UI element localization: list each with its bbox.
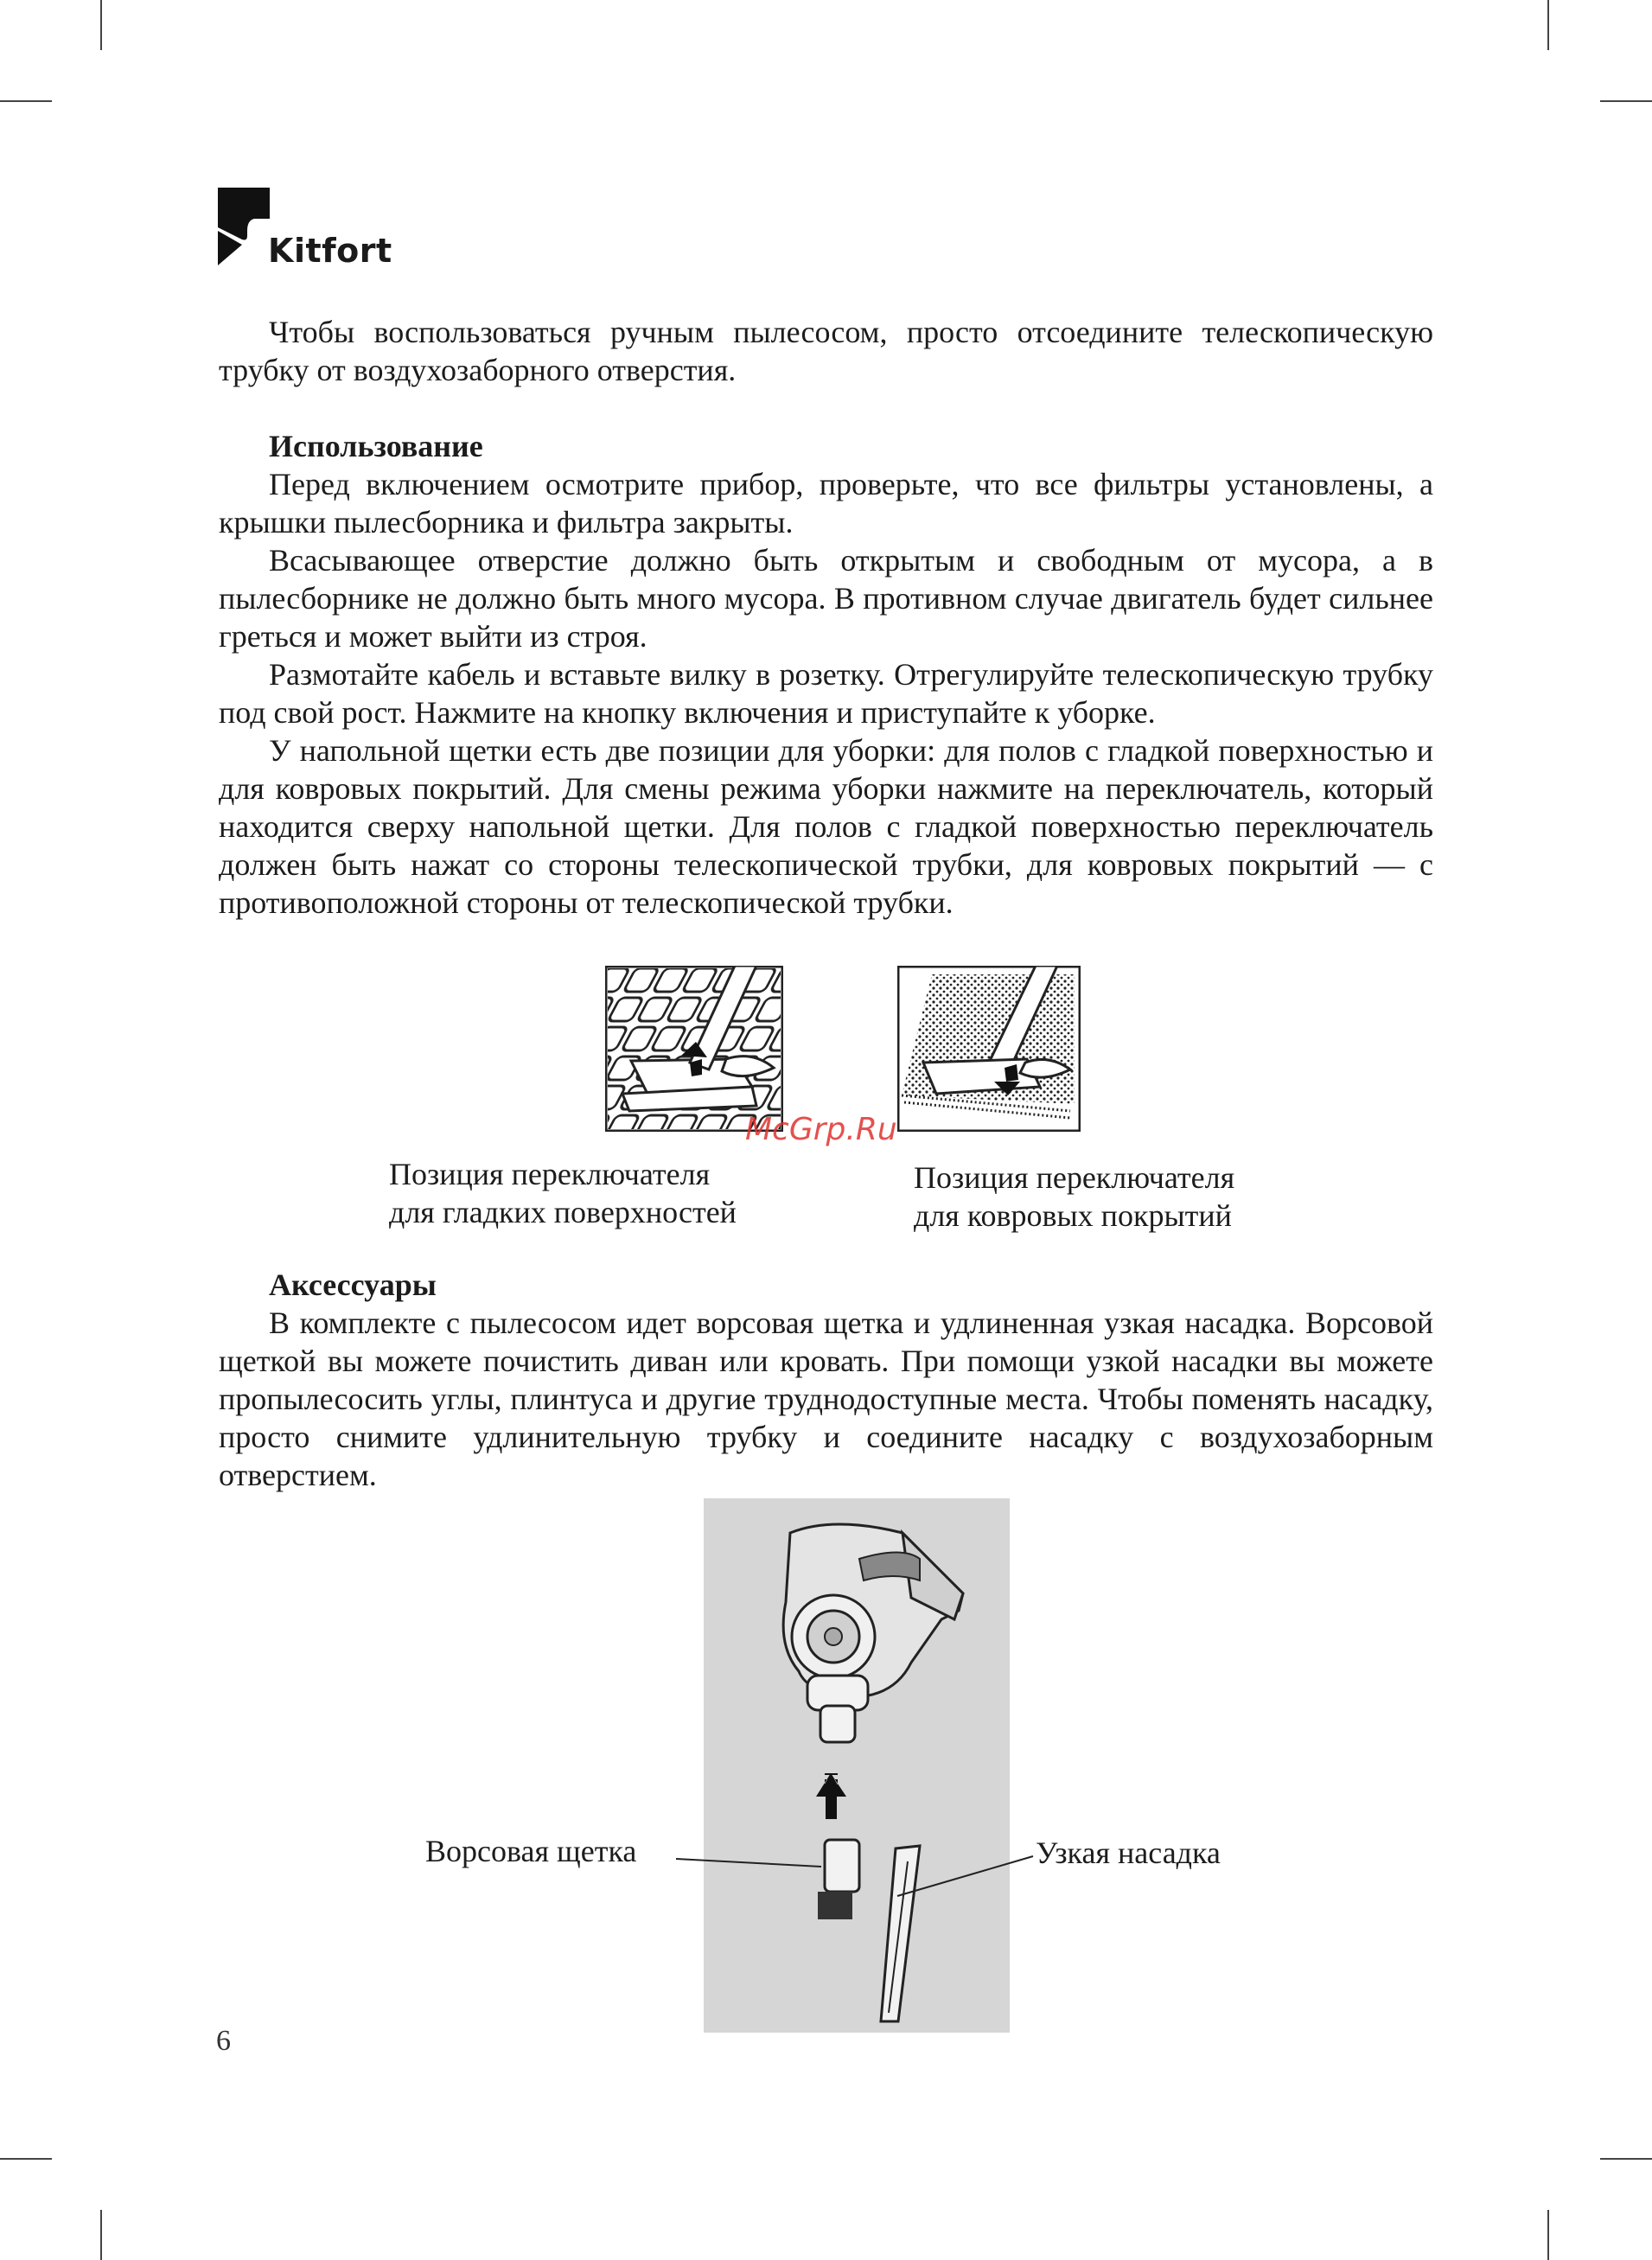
crop-mark (1600, 2158, 1652, 2160)
crop-mark (1547, 2210, 1549, 2260)
accessories-heading: Аксессуары (269, 1267, 437, 1302)
caption-line: для гладких поверхностей (389, 1195, 737, 1229)
crop-mark (0, 2158, 52, 2160)
crop-mark (100, 0, 102, 50)
caption-line: Позиция переключателя (389, 1157, 711, 1191)
usage-paragraph: Всасывающее отверстие должно быть открытым и свободным от мусора, а в пылесборнике не должно быть много мусора. В противном случае двигатель будет сильнее греться и может выйти из строя. (219, 543, 1433, 654)
caption-line: Позиция переключателя (914, 1160, 1235, 1195)
accessories-section (219, 1266, 1433, 1494)
intro-paragraph: Чтобы воспользоваться ручным пылесосом, просто отсоедините телескопическую трубку от воздухозаборного отверстия. (219, 315, 1433, 387)
smooth-floor-illustration (605, 966, 783, 1132)
crop-mark (1600, 100, 1652, 102)
accessories-paragraph: В комплекте с пылесосом идет ворсовая щетка и удлиненная узкая насадка. Ворсовой щеткой вы можете почистить диван или кровать. При помощи узкой насадки вы можете пропылесосить углы, плинтуса и другие труднодоступные места. Чтобы поменять насадку, просто снимите удлинительную трубку и соедините насадку с воздухозаборным отверстием. (219, 1306, 1433, 1492)
usage-paragraph: Размотайте кабель и вставьте вилку в розетку. Отрегулируйте телескопическую трубку под свой рост. Нажмите на кнопку включения и приступайте к уборке. (219, 657, 1433, 730)
page-number: 6 (216, 2025, 231, 2057)
carpet-illustration (897, 966, 1081, 1132)
carpet-caption (914, 1159, 1234, 1235)
caption-line: для ковровых покрытий (914, 1198, 1232, 1233)
brand-name: Kitfort (268, 232, 392, 270)
brush-label: Ворсовая щетка (425, 1834, 637, 1868)
intro-block (219, 313, 1433, 389)
smooth-caption (389, 1155, 737, 1231)
usage-paragraph: Перед включением осмотрите прибор, проверьте, что все фильтры установлены, а крышки пылесборника и фильтра закрыты. (219, 467, 1433, 539)
leader-lines (666, 1837, 1046, 1906)
crop-mark (0, 100, 52, 102)
accessories-illustration (704, 1498, 1010, 2033)
crop-mark (100, 2210, 102, 2260)
nozzle-label: Узкая насадка (1036, 1835, 1221, 1870)
usage-heading: Использование (269, 429, 483, 463)
crop-mark (1547, 0, 1549, 50)
watermark: McGrp.Ru (745, 1112, 897, 1147)
usage-paragraph: У напольной щетки есть две позиции для уборки: для полов с гладкой поверхностью и для ковровых покрытий. Для смены режима уборки нажмите на переключатель, который находится сверху напольной щетки. Для полов с гладкой поверхностью переключатель должен быть нажат со стороны телескопической трубки, для ковровых покрытий — с противоположной стороны от телескопической трубки. (219, 733, 1433, 920)
usage-section (219, 427, 1433, 922)
